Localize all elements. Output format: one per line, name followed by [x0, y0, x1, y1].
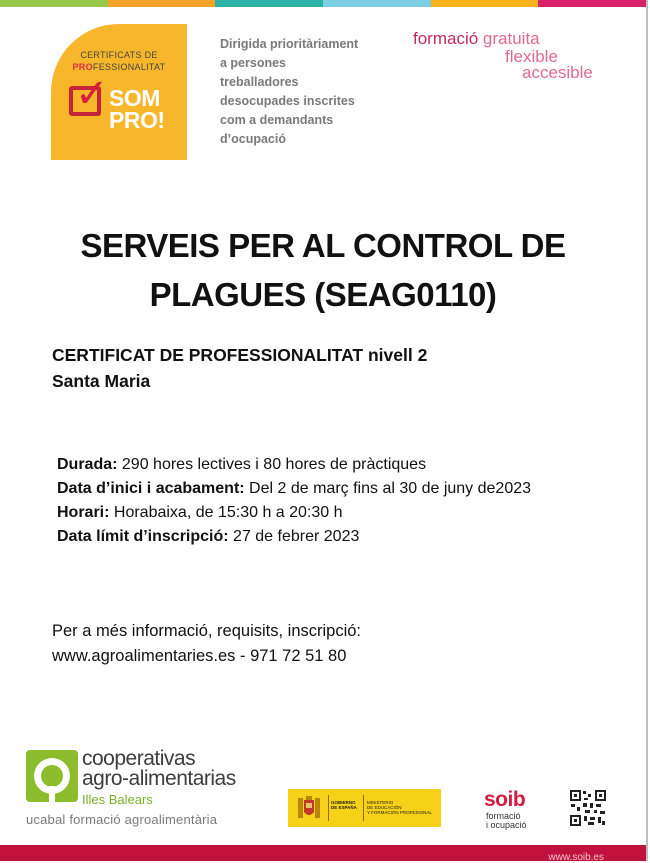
footer-url[interactable]: www.soib.es [548, 852, 604, 863]
contact-intro: Per a més informació, requisits, inscripció: [52, 622, 362, 640]
logo-divider [328, 795, 329, 821]
tagline-flexible: flexible [505, 47, 558, 66]
soib-sub-line: i ocupació [486, 820, 527, 830]
detail-label: Data límit d’inscripció: [57, 528, 229, 545]
logo-stem [49, 786, 55, 802]
ministerio-text [367, 800, 432, 815]
badge-line-2-rest: FESSIONALITAT [92, 62, 166, 72]
detail-row-schedule [57, 501, 531, 525]
title-line: PLAGUES (SEAG0110) [149, 276, 497, 313]
stripe-segment [431, 0, 539, 7]
government-logo [288, 789, 441, 827]
intro-line: Dirigida prioritàriament [220, 37, 359, 51]
som-pro-text [109, 87, 165, 131]
detail-value: 290 hores lectives i 80 hores de pràctiques [117, 456, 427, 473]
coop-tagline: ucabal formació agroalimentària [26, 812, 218, 827]
title-line: SERVEIS PER AL CONTROL DE [80, 227, 566, 264]
intro-line: desocupades inscrites [220, 94, 355, 108]
stripe-segment [323, 0, 431, 7]
contact-link[interactable]: www.agroalimentaries.es - 971 72 51 80 [52, 647, 347, 665]
logo-divider [363, 795, 364, 821]
tagline-gratuita: gratuita [482, 29, 540, 48]
pro-text: PRO! [109, 107, 165, 133]
course-title [0, 221, 646, 319]
som-text: SOM [109, 85, 160, 111]
badge-line-1: CERTIFICATS DE [80, 50, 158, 60]
detail-label: Data d’inici i acabament: [57, 480, 245, 497]
qr-code-icon [569, 789, 607, 827]
intro-line: com a demandants [220, 113, 334, 127]
contact-info [52, 619, 361, 669]
stripe-segment [0, 0, 108, 7]
tagline-accesible: accesible [522, 63, 593, 82]
detail-value: 27 de febrer 2023 [228, 528, 360, 545]
som-pro-badge [51, 24, 187, 160]
coop-name-line-2: agro-alimentarias [82, 767, 236, 790]
intro-line: treballadores [220, 75, 299, 89]
soib-logo: soib [484, 788, 526, 811]
detail-value: Horabaixa, de 15:30 h a 20:30 h [109, 504, 343, 521]
detail-row-duration [57, 453, 531, 477]
ministerio-line: MINISTERIO [367, 800, 394, 805]
checkmark-icon: ✓ [75, 72, 109, 116]
top-color-stripe [0, 0, 646, 7]
intro-line: a persones [220, 56, 287, 70]
ministerio-line: DE EDUCACIÓN [367, 805, 402, 810]
training-tagline [413, 29, 593, 82]
certificate-level: CERTIFICAT DE PROFESSIONALITAT nivell 2 [52, 345, 428, 365]
detail-value: Del 2 de març fins al 30 de juny de2023 [244, 480, 532, 497]
soib-subtitle [486, 812, 527, 830]
stripe-segment [215, 0, 323, 7]
ministerio-line: Y FORMACIÓN PROFESIONAL [367, 810, 432, 815]
gobierno-text [331, 800, 357, 810]
coat-of-arms-icon [294, 794, 324, 822]
course-location: Santa Maria [52, 371, 151, 391]
intro-line: d’ocupació [220, 132, 286, 146]
badge-pro-prefix: PRO [72, 62, 93, 72]
stripe-segment [538, 0, 646, 7]
detail-label: Horari: [57, 504, 110, 521]
course-details [57, 453, 531, 549]
cooperativas-logo-icon [26, 750, 78, 802]
detail-row-dates [57, 477, 531, 501]
coop-name-line-1: cooperativas [82, 747, 196, 770]
detail-row-deadline [57, 525, 531, 549]
coop-region: Illes Balears [82, 792, 153, 807]
course-subtitle [52, 342, 427, 394]
badge-line-2 [51, 62, 187, 72]
gobierno-line: DE ESPAÑA [331, 805, 357, 810]
stripe-segment [108, 0, 216, 7]
soib-sub-line: formació [486, 811, 521, 821]
detail-label: Durada: [57, 456, 118, 473]
tagline-formacio: formació [413, 29, 479, 48]
target-audience-text [220, 35, 390, 149]
gobierno-line: GOBIERNO [331, 800, 356, 805]
